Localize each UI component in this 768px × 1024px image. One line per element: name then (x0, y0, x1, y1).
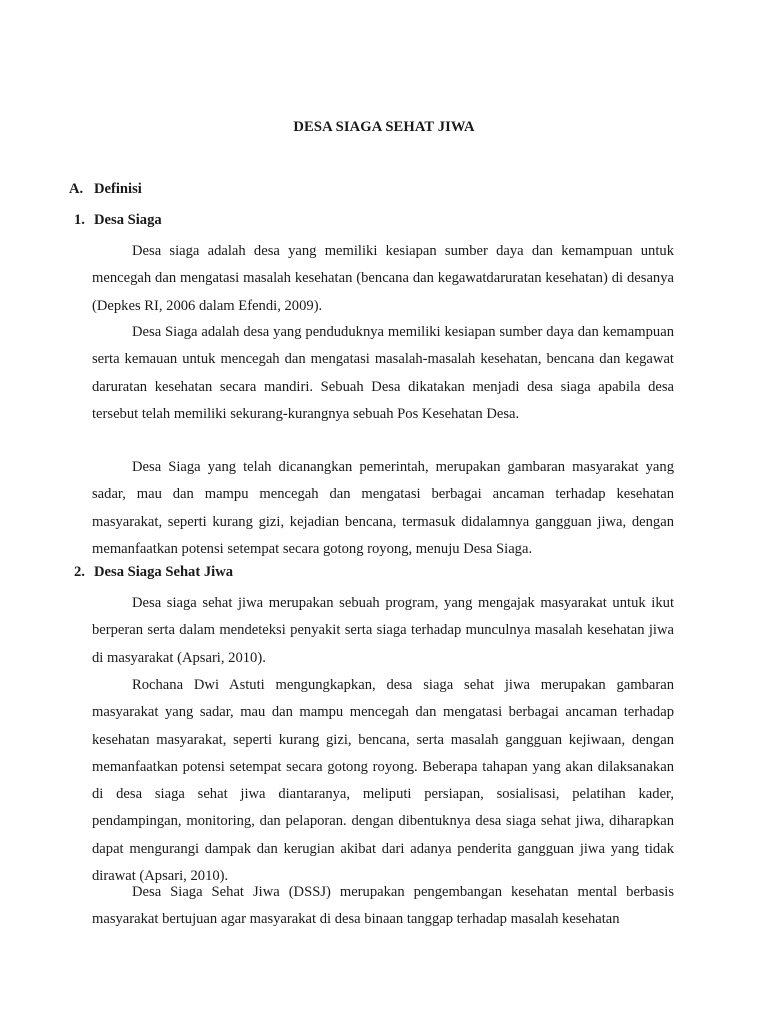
paragraph: Desa siaga adalah desa yang memiliki kesiapan sumber daya dan kemampuan untuk mencegah dan mengatasi masalah kesehatan (bencana dan kegawatdaruratan kesehatan) di desanya (Depkes RI, 2006 dalam Efendi, 2009). (92, 243, 674, 314)
section-label: Definisi (94, 181, 142, 197)
section-heading-definisi (69, 181, 142, 198)
paragraph: Desa Siaga adalah desa yang penduduknya memiliki kesiapan sumber daya dan kemampuan serta kemauan untuk mencegah dan mengatasi masalah-masalah kesehatan, bencana dan kegawat daruratan kesehatan secara mandiri. Sebuah Desa dikatakan menjadi desa siaga apabila desa tersebut telah memiliki sekurang-kurangnya sebuah Pos Kesehatan Desa. (92, 324, 674, 422)
subsection-label: Desa Siaga (94, 212, 162, 228)
subsection-marker: 1. (74, 212, 85, 228)
subsection-label: Desa Siaga Sehat Jiwa (94, 564, 234, 580)
paragraph: Desa siaga sehat jiwa merupakan sebuah program, yang mengajak masyarakat untuk ikut berperan serta dalam mendeteksi penyakit serta siaga terhadap munculnya masalah kesehatan jiwa di masyarakat (Apsari, 2010). (92, 595, 674, 666)
subsection-heading-desa-siaga (74, 212, 162, 229)
subsection-marker: 2. (74, 564, 85, 580)
section-marker: A. (69, 181, 84, 197)
subsection-heading-desa-siaga-sehat-jiwa (74, 564, 233, 581)
paragraph: Rochana Dwi Astuti mengungkapkan, desa siaga sehat jiwa merupakan gambaran masyarakat yang sadar, mau dan mampu mencegah dan mengatasi berbagai ancaman terhadap kesehatan masyarakat, seperti kurang gizi, bencana, serta masalah gangguan kejiwaan, dengan memanfaatkan potensi setempat secara gotong royong. Beberapa tahapan yang akan dilaksanakan di desa siaga sehat jiwa diantaranya, meliputi persiapan, sosialisasi, pelatihan kader, pendampingan, monitoring, dan pelaporan. dengan dibentuknya desa siaga sehat jiwa, diharapkan dapat mengurangi dampak dan kerugian akibat dari adanya penderita gangguan jiwa yang tidak dirawat (Apsari, 2010). (92, 677, 674, 885)
document-title: DESA SIAGA SEHAT JIWA (293, 119, 475, 135)
paragraph: Desa Siaga Sehat Jiwa (DSSJ) merupakan pengembangan kesehatan mental berbasis masyarakat bertujuan agar masyarakat di desa binaan tanggap terhadap masalah kesehatan (92, 884, 674, 928)
paragraph: Desa Siaga yang telah dicanangkan pemerintah, merupakan gambaran masyarakat yang sadar, mau dan mampu mencegah dan mengatasi berbagai ancaman terhadap kesehatan masyarakat, seperti kurang gizi, kejadian bencana, termasuk didalamnya gangguan jiwa, dengan memanfaatkan potensi setempat secara gotong royong, menuju Desa Siaga. (92, 459, 674, 557)
